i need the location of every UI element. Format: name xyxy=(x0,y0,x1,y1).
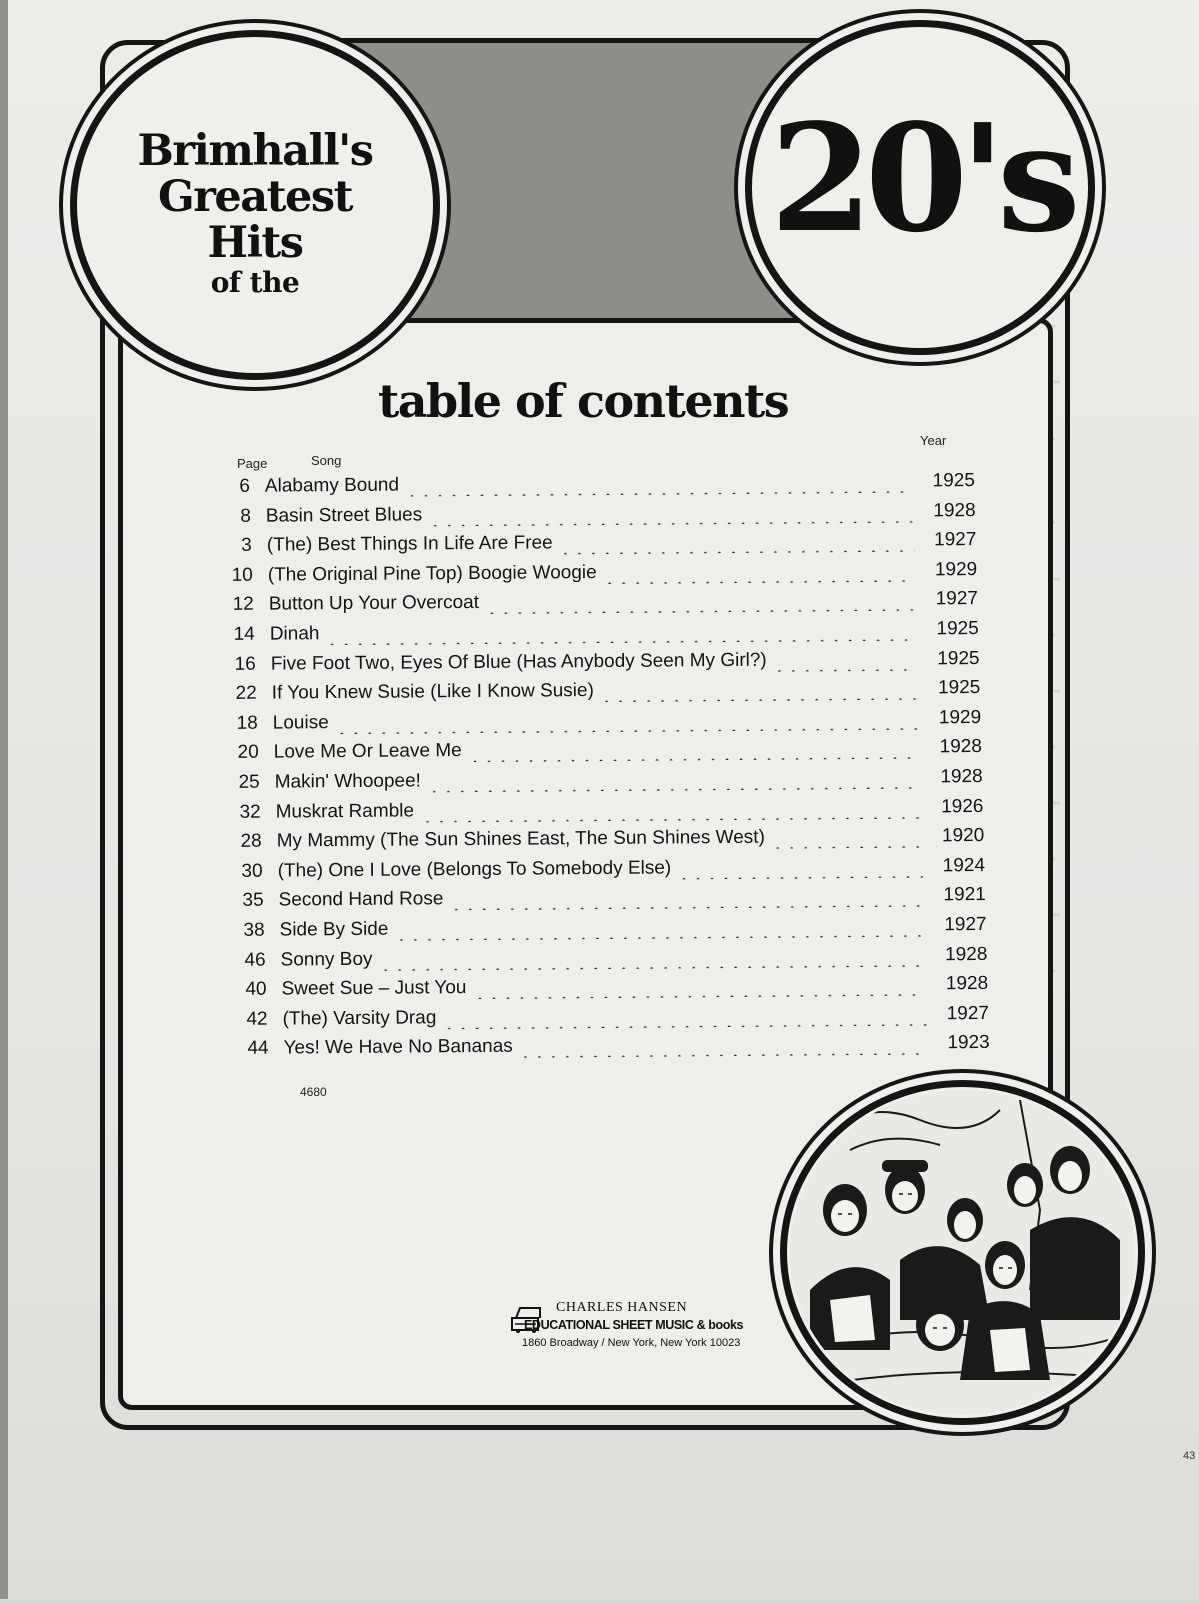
toc-song-title: (The Original Pine Top) Boogie Woogie xyxy=(267,561,597,586)
toc-song-title: (The) Varsity Drag xyxy=(282,1007,437,1030)
toc-year: 1925 xyxy=(937,677,981,699)
toc-page-number: 42 xyxy=(246,1008,268,1030)
toc-dot-leader xyxy=(379,964,926,970)
toc-song-title: Basin Street Blues xyxy=(265,503,423,527)
toc-song-title: Sonny Boy xyxy=(280,948,373,971)
toc-song-title: Side By Side xyxy=(279,918,389,941)
toc-dot-leader xyxy=(773,668,918,671)
toc-song-title: Muskrat Ramble xyxy=(275,800,415,823)
toc-song-title: Love Me Or Leave Me xyxy=(273,740,462,763)
brand-line-3: Hits xyxy=(207,218,303,268)
year-column-header: Year xyxy=(920,433,947,448)
toc-dot-leader xyxy=(449,905,923,911)
decade-label: 20's xyxy=(770,91,1073,265)
toc-song-title: Button Up Your Overcoat xyxy=(268,592,480,615)
toc-dot-leader xyxy=(442,1023,927,1029)
publisher-tagline: EDUCATIONAL SHEET MUSIC & books xyxy=(524,1318,744,1332)
publisher-name: CHARLES HANSEN xyxy=(556,1300,688,1315)
publisher-address: 1860 Broadway / New York, New York 10023 xyxy=(522,1337,741,1349)
toc-page-number: 35 xyxy=(242,890,264,912)
toc-year: 1927 xyxy=(946,1002,990,1025)
toc-song-title: If You Knew Susie (Like I Know Susie) xyxy=(271,680,594,704)
toc-year: 1928 xyxy=(933,499,976,521)
toc-dot-leader xyxy=(420,816,921,822)
song-column-header: Song xyxy=(311,453,342,468)
toc-heading: table of contents xyxy=(378,374,789,428)
crowd-illustration xyxy=(790,1090,1135,1415)
toc-page-number: 6 xyxy=(239,475,250,497)
toc-song-title: Five Foot Two, Eyes Of Blue (Has Anybody Seen My Girl?) xyxy=(270,649,767,675)
toc-page-number: 38 xyxy=(243,919,265,941)
toc-page-number: 30 xyxy=(241,860,263,882)
toc-dot-leader xyxy=(771,846,922,849)
toc-page-number: 16 xyxy=(234,653,256,675)
toc-dot-leader xyxy=(427,786,921,792)
toc-year: 1927 xyxy=(935,588,979,610)
toc-year: 1927 xyxy=(944,913,987,936)
toc-page-number: 10 xyxy=(231,564,253,586)
toc-page-number: 12 xyxy=(232,594,254,616)
toc-page-number: 20 xyxy=(237,742,259,764)
toc-page-number: 32 xyxy=(239,801,261,823)
toc-page-number: 3 xyxy=(241,534,252,557)
toc-dot-leader xyxy=(428,520,913,526)
toc-dot-leader xyxy=(405,491,913,497)
brand-line-2: Greatest xyxy=(158,172,352,222)
toc-song-title: Dinah xyxy=(269,623,320,645)
toc-dot-leader xyxy=(485,609,916,614)
toc-song-title: Second Hand Rose xyxy=(278,888,444,911)
toc-year: 1928 xyxy=(945,943,988,965)
toc-dot-leader xyxy=(677,875,923,879)
toc-page-number: 44 xyxy=(247,1038,269,1060)
toc-row xyxy=(223,1032,989,1068)
toc-year: 1928 xyxy=(940,766,983,788)
toc-page-number: 46 xyxy=(244,949,266,971)
toc-year: 1924 xyxy=(942,854,986,877)
toc-page-number: 28 xyxy=(240,830,262,853)
toc-dot-leader xyxy=(519,1053,928,1058)
toc-song-title: (The) Best Things In Life Are Free xyxy=(266,532,553,556)
toc-year: 1928 xyxy=(945,973,989,995)
toc-song-title: Alabamy Bound xyxy=(264,474,400,497)
toc-year: 1929 xyxy=(938,706,982,729)
toc-song-title: Louise xyxy=(272,711,329,734)
toc-song-title: (The) One I Love (Belongs To Somebody Else) xyxy=(277,857,672,882)
toc-song-title: My Mammy (The Sun Shines East, The Sun Shines West) xyxy=(276,826,765,852)
toc-dot-leader xyxy=(394,934,924,940)
toc-year: 1925 xyxy=(937,647,980,669)
toc-song-title: Makin' Whoopee! xyxy=(274,770,421,793)
toc-year: 1923 xyxy=(947,1032,990,1054)
toc-page-number: 8 xyxy=(240,505,251,527)
toc-dot-leader xyxy=(473,994,927,1000)
toc-year: 1929 xyxy=(934,558,978,581)
toc-year: 1925 xyxy=(936,618,979,640)
brand-line-1: Brimhall's xyxy=(137,126,373,176)
toc-song-title: Yes! We Have No Bananas xyxy=(283,1036,513,1059)
page-number: 43 xyxy=(1183,1450,1196,1462)
toc-page-number: 40 xyxy=(245,978,267,1000)
toc-dot-leader xyxy=(326,639,917,646)
toc-page-number: 22 xyxy=(235,682,257,705)
toc-page-number: 18 xyxy=(236,712,258,734)
toc-year: 1925 xyxy=(932,470,975,492)
toc-year: 1926 xyxy=(941,795,984,817)
page-column-header: Page xyxy=(237,456,268,471)
toc-page-number: 25 xyxy=(238,771,260,793)
toc-year: 1928 xyxy=(939,736,982,758)
brand-line-4: of the xyxy=(210,266,300,299)
toc-dot-leader xyxy=(603,579,916,583)
toc-song-title: Sweet Sue – Just You xyxy=(281,977,467,1000)
toc-year: 1920 xyxy=(941,825,985,847)
toc-year: 1921 xyxy=(943,884,986,906)
toc-year: 1927 xyxy=(934,529,977,551)
toc-dot-leader xyxy=(559,550,915,555)
catalog-code: 4680 xyxy=(300,1085,327,1099)
toc-dot-leader xyxy=(468,757,920,763)
toc-dot-leader xyxy=(335,727,919,734)
toc-page-number: 14 xyxy=(233,623,255,645)
illustration-drawing xyxy=(790,1090,1135,1415)
toc-dot-leader xyxy=(600,698,918,703)
